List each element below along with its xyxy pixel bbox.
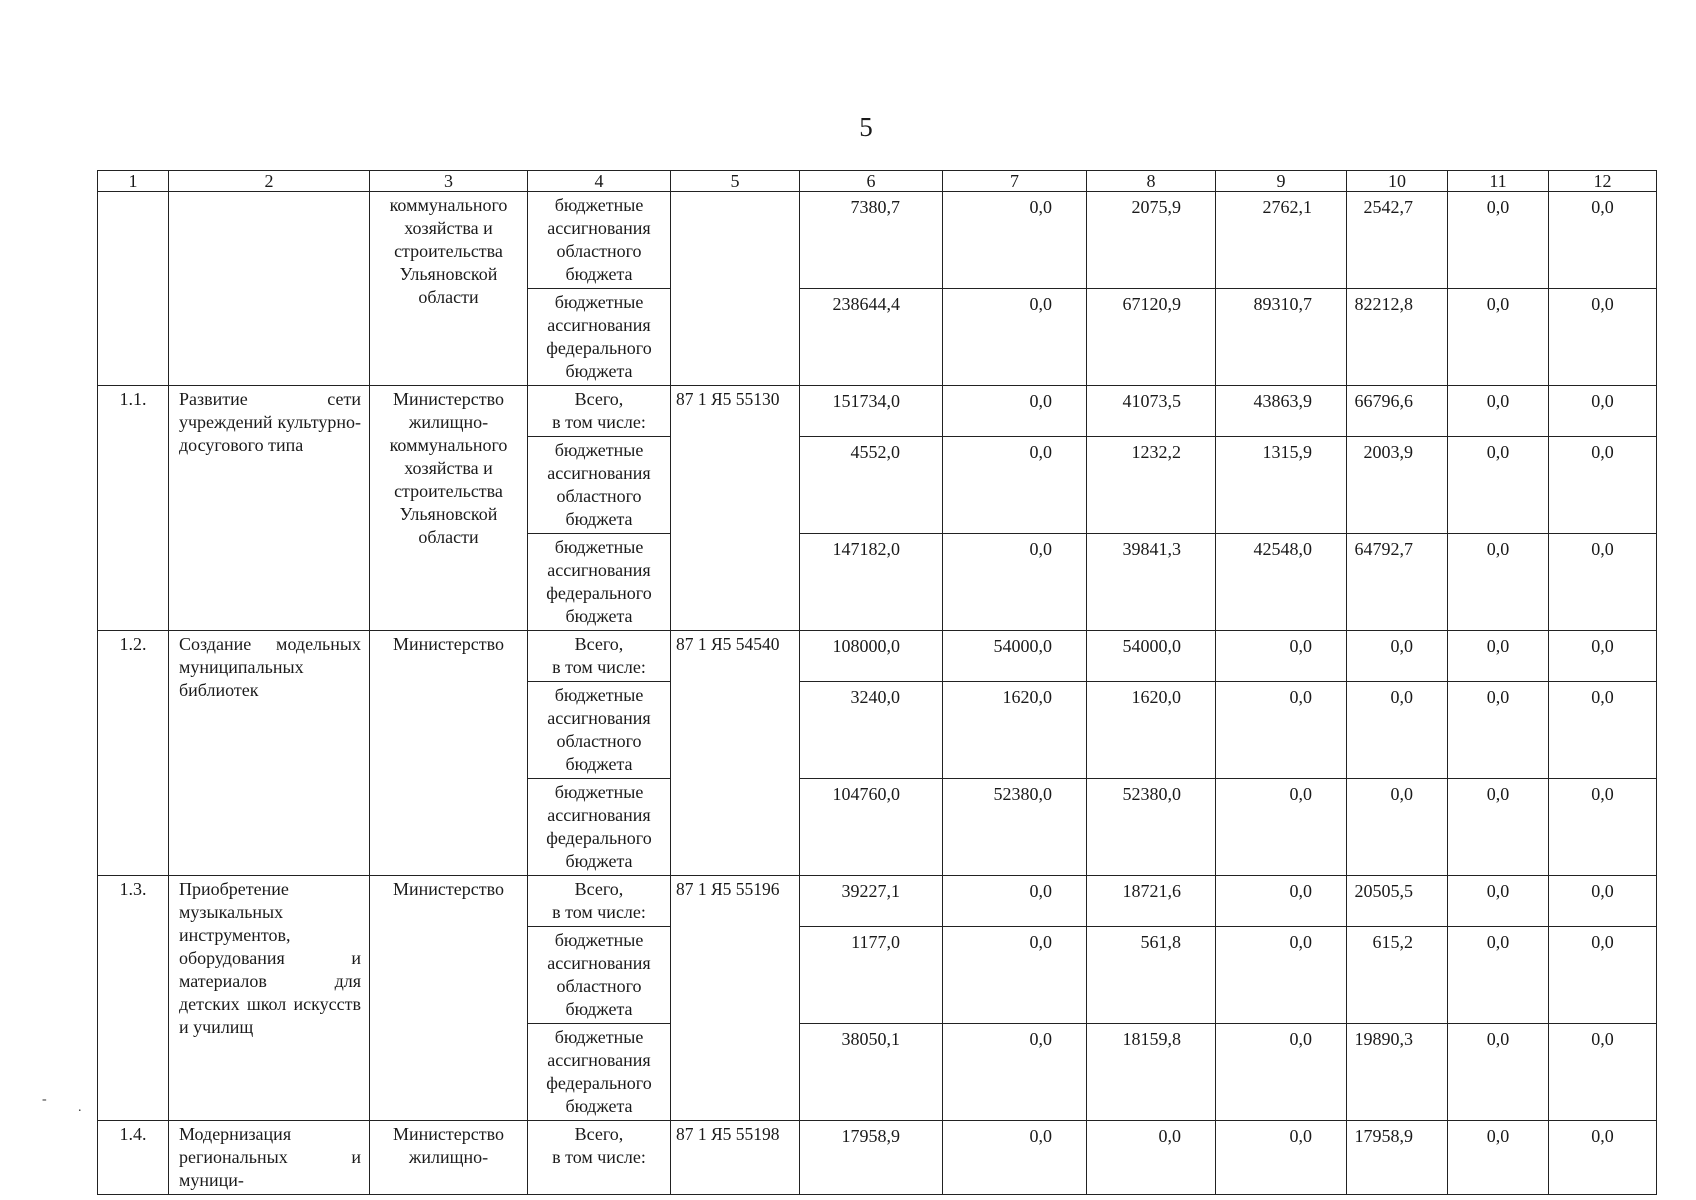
value-cell: 1620,0 (943, 682, 1087, 779)
value-cell: 238644,4 (800, 289, 943, 386)
value-cell: 0,0 (1347, 779, 1448, 876)
measure-name-cell: Приобретение музыкальных инструментов, оборудования и материалов для детских школ искусств и училищ (169, 876, 370, 1121)
funding-source-cell: бюджетные ассигнования федерального бюджета (528, 289, 671, 386)
value-cell: 0,0 (943, 1024, 1087, 1121)
measure-name-cell: Модернизация региональных и муници- (169, 1121, 370, 1195)
value-cell: 42548,0 (1216, 534, 1347, 631)
header-cell: 2 (169, 171, 370, 192)
value-cell: 0,0 (1448, 779, 1549, 876)
responsible-cell: коммунального хозяйства и строительства Ульяновской области (370, 192, 528, 386)
value-cell: 4552,0 (800, 437, 943, 534)
value-cell: 0,0 (1448, 682, 1549, 779)
value-cell: 1232,2 (1087, 437, 1216, 534)
value-cell: 7380,7 (800, 192, 943, 289)
header-cell: 6 (800, 171, 943, 192)
value-cell: 0,0 (943, 534, 1087, 631)
funding-source-cell: бюджетные ассигнования областного бюджета (528, 682, 671, 779)
responsible-cell: Министерство жилищно- коммунального хозяйства и строительства Ульяновской области (370, 386, 528, 631)
budget-code-cell: 87 1 Я5 55196 (671, 876, 800, 1121)
stray-mark: . (78, 1100, 82, 1115)
header-cell: 5 (671, 171, 800, 192)
value-cell: 0,0 (1448, 1024, 1549, 1121)
value-cell: 0,0 (1448, 631, 1549, 682)
measure-name-cell: Создание модельных муниципальных библиотек (169, 631, 370, 876)
row-number-cell: 1.3. (98, 876, 169, 1121)
value-cell: 0,0 (1549, 631, 1657, 682)
value-cell: 0,0 (1448, 386, 1549, 437)
value-cell: 18721,6 (1087, 876, 1216, 927)
value-cell: 0,0 (1549, 386, 1657, 437)
page-number: 5 (859, 112, 873, 142)
value-cell: 0,0 (943, 876, 1087, 927)
header-cell: 10 (1347, 171, 1448, 192)
value-cell: 104760,0 (800, 779, 943, 876)
value-cell: 2003,9 (1347, 437, 1448, 534)
responsible-cell: Министерство (370, 876, 528, 1121)
funding-source-cell: бюджетные ассигнования областного бюджета (528, 927, 671, 1024)
value-cell: 2075,9 (1087, 192, 1216, 289)
value-cell: 0,0 (1549, 779, 1657, 876)
value-cell: 0,0 (1448, 927, 1549, 1024)
measure-name-cell: Развитие сети учреждений культурно-досугового типа (169, 386, 370, 631)
value-cell: 1620,0 (1087, 682, 1216, 779)
value-cell: 18159,8 (1087, 1024, 1216, 1121)
header-cell: 12 (1549, 171, 1657, 192)
header-cell: 1 (98, 171, 169, 192)
funding-source-cell: Всего, в том числе: (528, 876, 671, 927)
table-row (98, 192, 1657, 289)
value-cell: 43863,9 (1216, 386, 1347, 437)
header-cell: 4 (528, 171, 671, 192)
funding-source-cell: бюджетные ассигнования федерального бюджета (528, 534, 671, 631)
value-cell: 0,0 (1347, 631, 1448, 682)
value-cell: 0,0 (1216, 779, 1347, 876)
value-cell: 0,0 (1216, 631, 1347, 682)
value-cell: 0,0 (943, 192, 1087, 289)
value-cell: 39841,3 (1087, 534, 1216, 631)
value-cell: 0,0 (1448, 876, 1549, 927)
value-cell: 0,0 (943, 1121, 1087, 1195)
header-cell: 7 (943, 171, 1087, 192)
value-cell: 41073,5 (1087, 386, 1216, 437)
table-row (98, 1121, 1657, 1195)
value-cell: 151734,0 (800, 386, 943, 437)
row-number-cell: 1.1. (98, 386, 169, 631)
value-cell: 0,0 (1216, 1024, 1347, 1121)
value-cell: 52380,0 (943, 779, 1087, 876)
value-cell: 20505,5 (1347, 876, 1448, 927)
value-cell: 615,2 (1347, 927, 1448, 1024)
table-row (98, 631, 1657, 682)
budget-table (97, 170, 1657, 1195)
value-cell: 0,0 (1216, 682, 1347, 779)
value-cell: 0,0 (1549, 876, 1657, 927)
value-cell: 1177,0 (800, 927, 943, 1024)
value-cell: 1315,9 (1216, 437, 1347, 534)
value-cell: 17958,9 (800, 1121, 943, 1195)
value-cell: 0,0 (1216, 876, 1347, 927)
measure-name-cell (169, 192, 370, 386)
budget-code-cell: 87 1 Я5 55130 (671, 386, 800, 631)
value-cell: 0,0 (1347, 682, 1448, 779)
value-cell: 0,0 (1448, 289, 1549, 386)
value-cell: 147182,0 (800, 534, 943, 631)
value-cell: 0,0 (1216, 927, 1347, 1024)
table-row (98, 386, 1657, 437)
value-cell: 0,0 (943, 437, 1087, 534)
value-cell: 52380,0 (1087, 779, 1216, 876)
budget-code-cell: 87 1 Я5 54540 (671, 631, 800, 876)
value-cell: 0,0 (1549, 192, 1657, 289)
value-cell: 66796,6 (1347, 386, 1448, 437)
value-cell: 67120,9 (1087, 289, 1216, 386)
value-cell: 0,0 (1549, 1024, 1657, 1121)
value-cell: 0,0 (943, 386, 1087, 437)
value-cell: 0,0 (943, 289, 1087, 386)
value-cell: 19890,3 (1347, 1024, 1448, 1121)
funding-source-cell: Всего, в том числе: (528, 386, 671, 437)
value-cell: 0,0 (1549, 927, 1657, 1024)
value-cell: 82212,8 (1347, 289, 1448, 386)
value-cell: 0,0 (1549, 682, 1657, 779)
budget-code-cell (671, 192, 800, 386)
header-cell: 3 (370, 171, 528, 192)
value-cell: 2762,1 (1216, 192, 1347, 289)
value-cell: 561,8 (1087, 927, 1216, 1024)
value-cell: 3240,0 (800, 682, 943, 779)
value-cell: 0,0 (1448, 437, 1549, 534)
stray-mark: - (42, 1092, 47, 1107)
responsible-cell: Министерство (370, 631, 528, 876)
funding-source-cell: бюджетные ассигнования федерального бюджета (528, 779, 671, 876)
funding-source-cell: бюджетные ассигнования областного бюджета (528, 437, 671, 534)
value-cell: 17958,9 (1347, 1121, 1448, 1195)
value-cell: 0,0 (943, 927, 1087, 1024)
value-cell: 0,0 (1448, 534, 1549, 631)
value-cell: 39227,1 (800, 876, 943, 927)
table-row (98, 876, 1657, 927)
row-number-cell: 1.2. (98, 631, 169, 876)
row-number-cell (98, 192, 169, 386)
value-cell: 0,0 (1087, 1121, 1216, 1195)
value-cell: 0,0 (1448, 192, 1549, 289)
value-cell: 38050,1 (800, 1024, 943, 1121)
funding-source-cell: бюджетные ассигнования федерального бюджета (528, 1024, 671, 1121)
value-cell: 2542,7 (1347, 192, 1448, 289)
responsible-cell: Министерство жилищно- (370, 1121, 528, 1195)
funding-source-cell: Всего, в том числе: (528, 631, 671, 682)
header-cell: 11 (1448, 171, 1549, 192)
header-cell: 8 (1087, 171, 1216, 192)
value-cell: 108000,0 (800, 631, 943, 682)
budget-code-cell: 87 1 Я5 55198 (671, 1121, 800, 1195)
value-cell: 54000,0 (943, 631, 1087, 682)
header-row (98, 171, 1657, 192)
value-cell: 0,0 (1549, 437, 1657, 534)
value-cell: 0,0 (1549, 534, 1657, 631)
value-cell: 0,0 (1448, 1121, 1549, 1195)
funding-source-cell: Всего, в том числе: (528, 1121, 671, 1195)
value-cell: 89310,7 (1216, 289, 1347, 386)
value-cell: 54000,0 (1087, 631, 1216, 682)
value-cell: 0,0 (1549, 289, 1657, 386)
row-number-cell: 1.4. (98, 1121, 169, 1195)
value-cell: 0,0 (1216, 1121, 1347, 1195)
funding-source-cell: бюджетные ассигнования областного бюджета (528, 192, 671, 289)
value-cell: 64792,7 (1347, 534, 1448, 631)
value-cell: 0,0 (1549, 1121, 1657, 1195)
header-cell: 9 (1216, 171, 1347, 192)
